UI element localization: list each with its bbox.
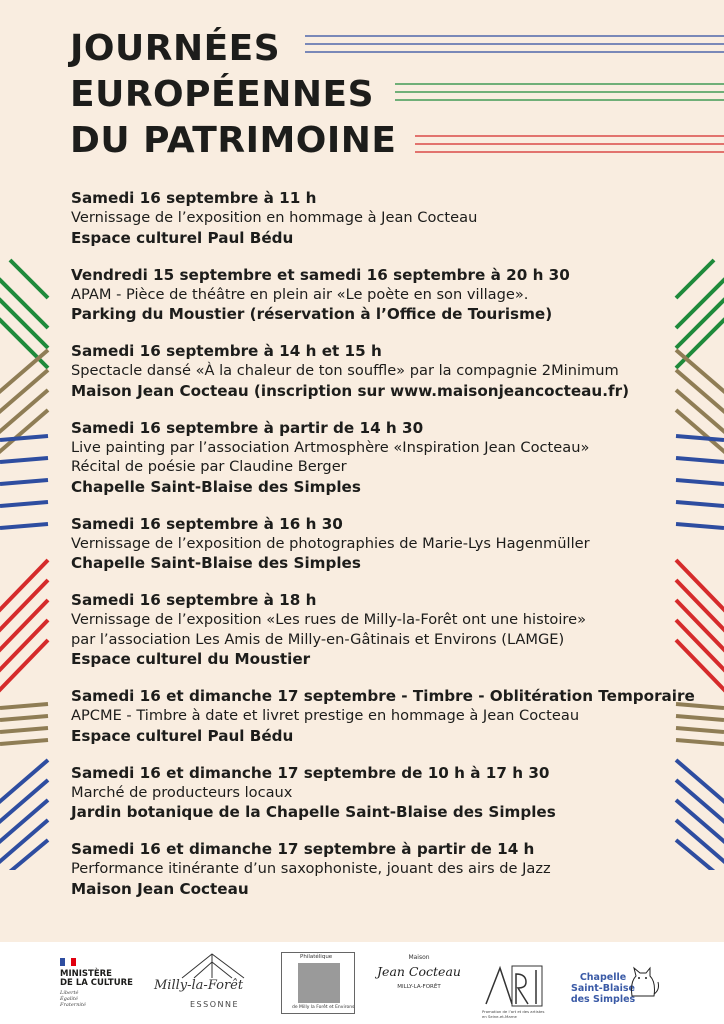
maison-jean-cocteau-logo <box>377 950 461 1016</box>
artmosphere-caption <box>482 1010 545 1019</box>
event-item <box>71 514 671 574</box>
event-description: Marché de producteurs locaux <box>71 783 293 801</box>
french-flag-icon <box>60 958 76 966</box>
cocteau-maison-label: Maison <box>408 954 430 961</box>
ministere-line-2: DE LA CULTURE <box>60 978 133 988</box>
chapelle-line-3: des Simples <box>570 994 636 1005</box>
ministere-name <box>60 970 133 988</box>
title-line-3: DU PATRIMOINE <box>70 120 397 161</box>
left-stripes <box>0 250 60 870</box>
event-description: Performance itinérante d’un saxophoniste, jouant des airs de Jazz <box>71 860 551 877</box>
event-description: APAM - Pièce de théâtre en plein air «Le poète en son village». <box>71 285 529 303</box>
event-place: Chapelle Saint-Blaise des Simples <box>71 477 361 496</box>
motto-line-3: Fraternité <box>60 1002 86 1008</box>
right-stripes <box>664 250 724 870</box>
event-date: Vendredi 15 septembre et samedi 16 septembre à 20 h 30 <box>71 265 570 284</box>
ministere-line-1: MINISTÈRE <box>60 969 112 979</box>
event-date: Samedi 16 septembre à 18 h <box>71 591 317 609</box>
event-item <box>71 418 671 497</box>
event-place: Chapelle Saint-Blaise des Simples <box>71 554 361 572</box>
event-description: Vernissage de l’exposition en hommage à Jean Cocteau <box>71 209 478 226</box>
cocteau-place: MILLY-LA-FORÊT <box>397 984 441 990</box>
events-list <box>71 188 695 916</box>
event-place: Espace culturel du Moustier <box>71 650 311 668</box>
milly-department: ESSONNE <box>190 1000 240 1009</box>
event-place: Jardin botanique de la Chapelle Saint-Blaise des Simples <box>71 803 556 821</box>
artmosphere-mark-icon <box>482 964 544 1008</box>
event-description: APCME - Timbre à date et livret prestige en hommage à Jean Cocteau <box>71 707 580 724</box>
event-date: Samedi 16 septembre à 14 h et 15 h <box>71 342 382 360</box>
title-line-2: EUROPÉENNES <box>70 74 374 115</box>
event-description: Spectacle dansé «À la chaleur de ton souffle» par la compagnie 2Minimum <box>71 362 619 379</box>
event-item <box>71 188 671 248</box>
event-item <box>71 341 671 401</box>
artmosphere-caption-2: en Seine-et-Marne <box>482 1013 517 1019</box>
event-item <box>71 686 695 746</box>
event-item <box>71 839 671 899</box>
philatelie-bottom-text: de Milly la Forêt et Environs <box>292 1005 355 1010</box>
cat-drawing-icon <box>626 964 662 1000</box>
philatelie-logo <box>281 952 355 1014</box>
house-roof-icon <box>152 950 262 980</box>
event-place: Espace culturel Paul Bédu <box>71 228 294 247</box>
event-description: par l’association Les Amis de Milly-en-Gâtinais et Environs (LAMGE) <box>71 630 565 648</box>
event-item <box>71 590 671 669</box>
event-date: Samedi 16 septembre à 16 h 30 <box>71 514 343 533</box>
event-date: Samedi 16 et dimanche 17 septembre de 10 h à 17 h 30 <box>71 763 550 782</box>
event-item <box>71 265 671 325</box>
chapelle-line-2: Saint-Blaise <box>570 983 636 994</box>
event-date: Samedi 16 et dimanche 17 septembre - Timbre - Oblitération Temporaire <box>71 687 695 705</box>
chapelle-line-1: Chapelle <box>579 972 627 983</box>
event-place: Espace culturel Paul Bédu <box>71 726 294 745</box>
partner-logos-footer <box>0 942 724 1024</box>
motto-line-1: Liberté <box>60 990 79 996</box>
event-date: Samedi 16 septembre à 11 h <box>71 189 317 207</box>
motto-line-2: Égalité <box>60 996 78 1002</box>
chapelle-saint-blaise-logo <box>568 950 668 1016</box>
title-line-1: JOURNÉES <box>70 28 281 69</box>
cocteau-name: Jean Cocteau <box>377 964 461 979</box>
event-date: Samedi 16 et dimanche 17 septembre à partir de 14 h <box>71 840 535 858</box>
philatelie-photo <box>298 963 340 1003</box>
event-date: Samedi 16 septembre à partir de 14 h 30 <box>71 418 424 437</box>
event-description: Vernissage de l’exposition «Les rues de Milly-la-Forêt ont une histoire» <box>71 611 586 628</box>
milly-la-foret-logo <box>152 950 262 1016</box>
poster-title <box>70 26 397 164</box>
event-description: Live painting par l’association Artmosphère «Inspiration Jean Cocteau» <box>71 438 590 456</box>
event-item <box>71 763 671 823</box>
milly-script-text: Milly-la-Forêt <box>154 978 244 993</box>
artmosphere-caption-1: Promotion de l’art et des artistes <box>482 1009 545 1014</box>
philatelie-top-text: Philatélique <box>300 954 333 960</box>
artmosphere-logo <box>482 950 546 1019</box>
event-place: Maison Jean Cocteau (inscription sur www.maisonjeancocteau.fr) <box>71 381 630 400</box>
event-place: Parking du Moustier (réservation à l’Office de Tourisme) <box>71 305 553 323</box>
ministere-culture-logo <box>60 950 150 1016</box>
event-description: Récital de poésie par Claudine Berger <box>71 458 347 475</box>
event-description: Vernissage de l’exposition de photographies de Marie-Lys Hagenmüller <box>71 534 590 552</box>
ministere-motto <box>60 990 86 1008</box>
event-place: Maison Jean Cocteau <box>71 879 249 898</box>
